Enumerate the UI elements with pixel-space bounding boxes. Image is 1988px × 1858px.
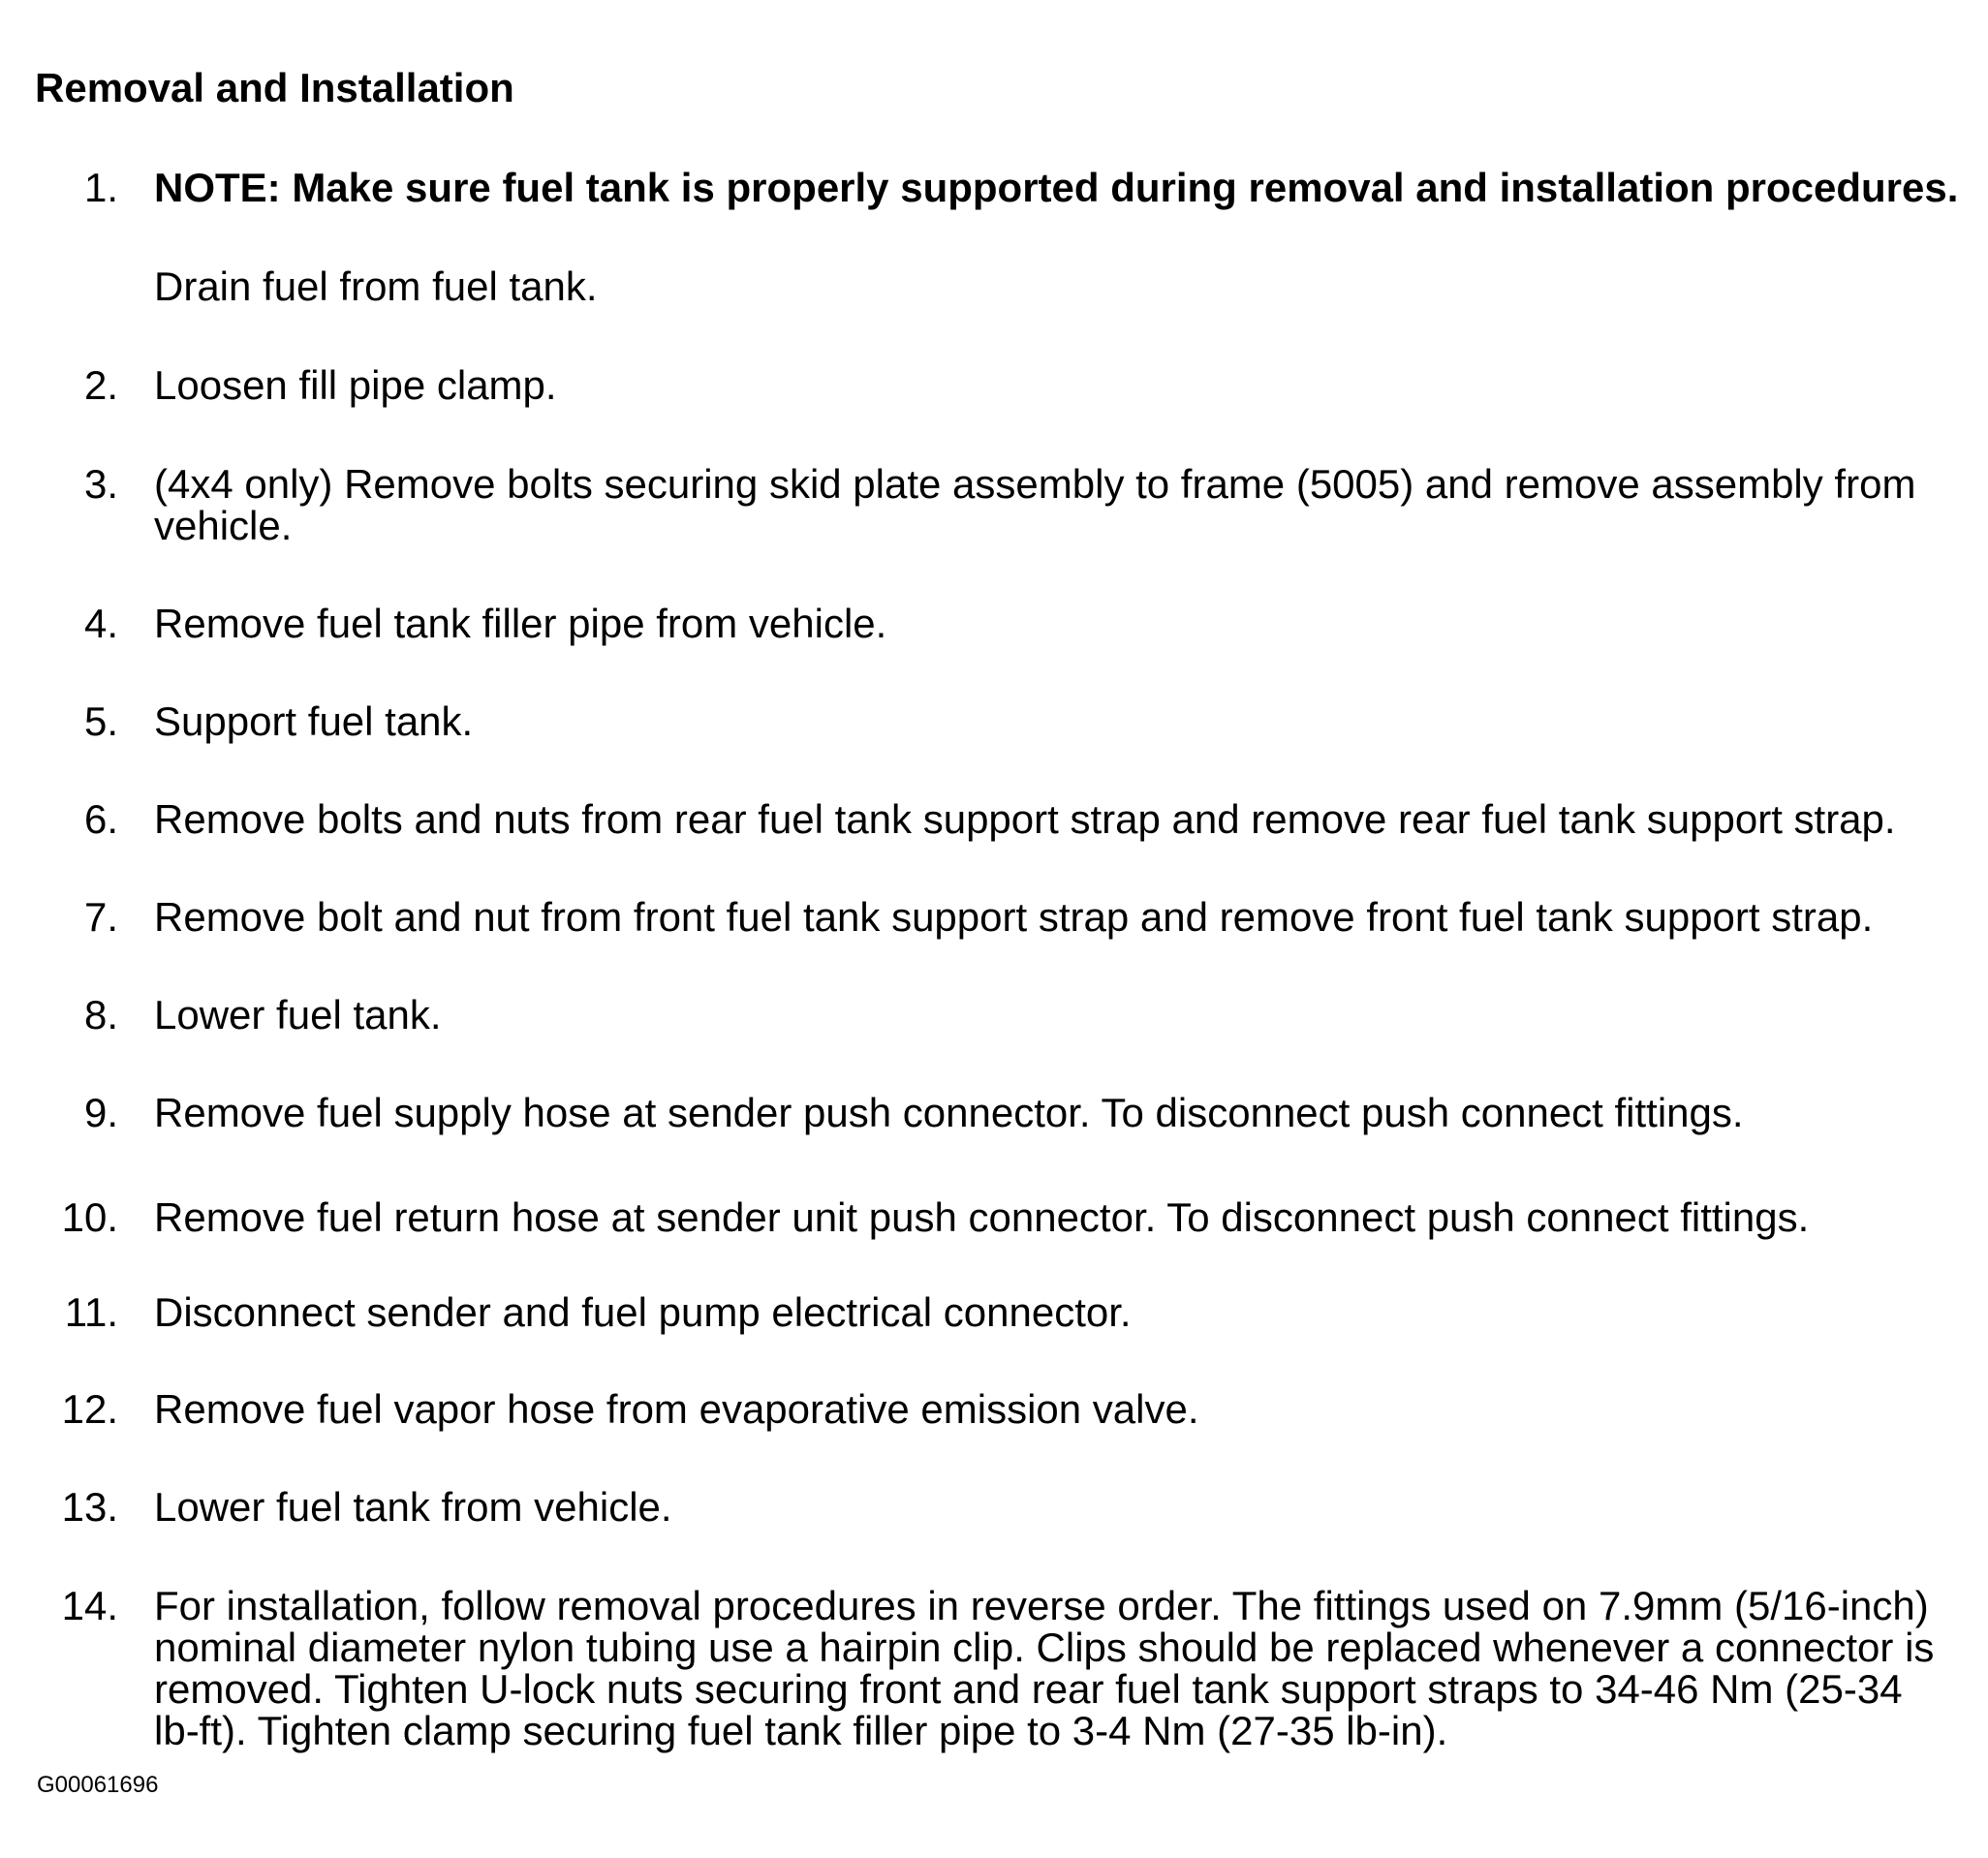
- step-number: 6.: [83, 796, 118, 842]
- step-number: 11.: [64, 1289, 118, 1335]
- step-number: 3.: [83, 461, 118, 507]
- step-text: Support fuel tank.: [154, 698, 474, 744]
- section-heading: Removal and Installation: [35, 65, 514, 110]
- step-number: 12.: [61, 1386, 118, 1432]
- step-text: Remove bolt and nut from front fuel tank support strap and remove front fuel tank support strap.: [154, 894, 1874, 940]
- step-text: Remove bolts and nuts from rear fuel tank support strap and remove rear fuel tank support strap.: [154, 796, 1896, 842]
- step-number: 10.: [61, 1194, 118, 1240]
- step-number: 4.: [83, 601, 118, 646]
- step-number: 13.: [61, 1484, 118, 1530]
- step-number: 9.: [83, 1090, 118, 1135]
- step-text: Lower fuel tank from vehicle.: [154, 1484, 672, 1530]
- step-text: Remove fuel supply hose at sender push connector. To disconnect push connect fittings.: [154, 1090, 1744, 1135]
- step-number: 8.: [83, 992, 118, 1037]
- step-number: 7.: [83, 894, 118, 940]
- figure-id: G00061696: [37, 1772, 159, 1798]
- step-number: 5.: [83, 698, 118, 744]
- step-note: NOTE: Make sure fuel tank is properly supported during removal and installation procedures.: [154, 165, 1959, 210]
- step-body: [154, 165, 1959, 309]
- step-text: Disconnect sender and fuel pump electrical connector.: [154, 1289, 1132, 1335]
- step-number: 2.: [83, 362, 118, 408]
- step-number: 14.: [61, 1583, 118, 1628]
- step-text: (4x4 only) Remove bolts securing skid plate assembly to frame (5005) and remove assembly from vehicle.: [154, 461, 1916, 548]
- step-text: Lower fuel tank.: [154, 992, 442, 1037]
- step-text: Remove fuel tank filler pipe from vehicle.: [154, 601, 887, 646]
- step-text: Drain fuel from fuel tank.: [154, 263, 598, 309]
- step-number: 1.: [83, 165, 118, 210]
- step-text: Remove fuel return hose at sender unit push connector. To disconnect push connect fittings.: [154, 1194, 1810, 1240]
- step-text: Loosen fill pipe clamp.: [154, 362, 557, 408]
- step-text: For installation, follow removal procedures in reverse order. The fittings used on 7.9mm (5/16-inch) nominal diameter nylon tubing use a hairpin clip. Clips should be replaced whenever a connector is removed. Tighten U-lock nuts securing front and rear fuel tank support straps to 34-46 Nm (25-34 lb-ft). Tighten clamp securing fuel tank filler pipe to 3-4 Nm (27-35 lb-in).: [154, 1583, 1935, 1753]
- step-text: Remove fuel vapor hose from evaporative emission valve.: [154, 1386, 1199, 1432]
